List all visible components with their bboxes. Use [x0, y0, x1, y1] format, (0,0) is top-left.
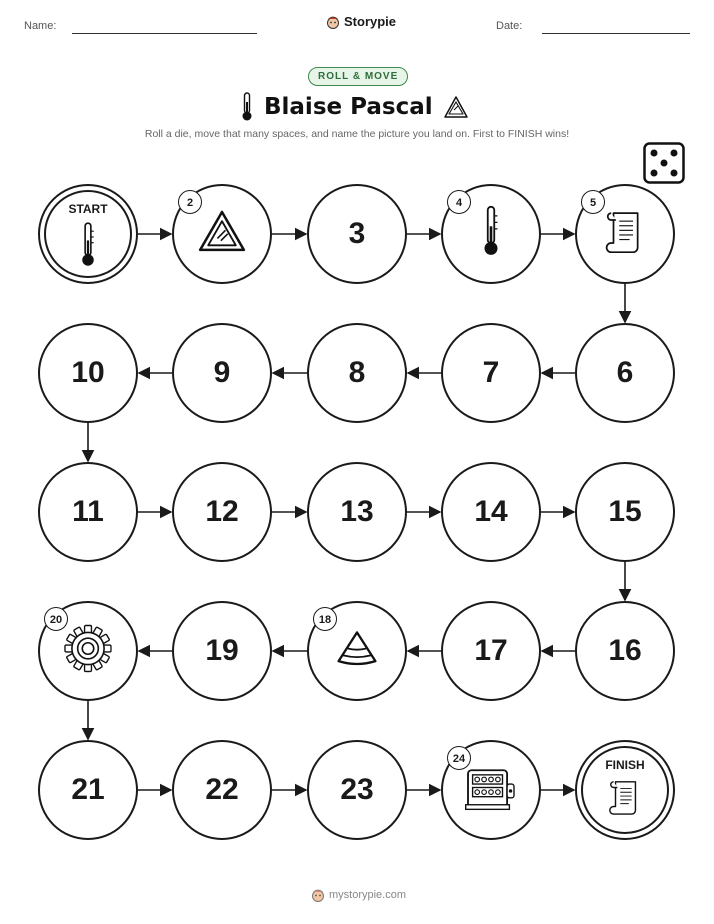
board-space: [441, 462, 541, 562]
start-space: [38, 184, 138, 284]
board-space: [38, 601, 138, 701]
board-space: [307, 462, 407, 562]
space-number: 7: [482, 356, 500, 389]
space-number-badge: 2: [178, 190, 202, 214]
thermometer-icon: [80, 222, 96, 273]
board-space: [38, 323, 138, 423]
space-number: 12: [205, 495, 239, 528]
page-title: Blaise Pascal: [264, 94, 433, 120]
space-number-badge: 24: [447, 746, 471, 770]
space-number: 14: [474, 495, 508, 528]
board-space: [575, 184, 675, 284]
game-type-pill: ROLL & MOVE: [308, 67, 408, 86]
board-space: [441, 184, 541, 284]
warning-sign-icon: [198, 210, 246, 259]
board-space: [172, 462, 272, 562]
board-space: [441, 323, 541, 423]
space-number-badge: 20: [44, 607, 68, 631]
board-space: [441, 740, 541, 840]
finish-label: FINISH: [605, 758, 645, 772]
space-number: 15: [608, 495, 642, 528]
space-number-badge: 5: [581, 190, 605, 214]
date-label: Date:: [496, 20, 523, 32]
board-space: [307, 601, 407, 701]
brand-name: Storypie: [344, 14, 397, 29]
thermometer-icon: [482, 206, 500, 263]
space-number: 17: [474, 634, 508, 667]
space-number: 11: [72, 495, 104, 528]
board-space: [575, 601, 675, 701]
space-number: 3: [348, 217, 366, 250]
space-number-badge: 4: [447, 190, 471, 214]
footer-url[interactable]: mystorypie.com: [329, 889, 407, 901]
space-number: 21: [71, 773, 105, 806]
space-number: 9: [213, 356, 231, 389]
board-space: [575, 462, 675, 562]
board-space: [307, 740, 407, 840]
pie-mascot-icon: [311, 888, 325, 902]
gear-icon: [64, 624, 112, 677]
space-number: 19: [205, 634, 239, 667]
space-number: 13: [340, 495, 374, 528]
cone-icon: [334, 629, 380, 673]
board-space: [172, 323, 272, 423]
space-number: 22: [205, 773, 239, 806]
space-number: 10: [71, 356, 105, 389]
board-space: [38, 740, 138, 840]
name-label: Name:: [24, 20, 57, 32]
space-number: 23: [340, 773, 374, 806]
finish-space: [575, 740, 675, 840]
board-space: [172, 740, 272, 840]
space-number: 16: [608, 634, 642, 667]
scroll-icon: [609, 778, 641, 821]
space-number-badge: 18: [313, 607, 337, 631]
start-label: START: [68, 202, 108, 216]
board-space: [307, 323, 407, 423]
calculator-machine-icon: [463, 763, 518, 816]
board-space: [172, 184, 272, 284]
instructions: Roll a die, move that many spaces, and name the picture you land on. First to FINISH wins!: [144, 128, 570, 140]
board-space: [441, 601, 541, 701]
footer: [311, 888, 406, 902]
board-space: [575, 323, 675, 423]
space-number: 8: [348, 356, 366, 389]
board-space: [172, 601, 272, 701]
scroll-icon: [605, 209, 644, 260]
space-number: 6: [616, 356, 634, 389]
board-space: [38, 462, 138, 562]
board-space: [307, 184, 407, 284]
